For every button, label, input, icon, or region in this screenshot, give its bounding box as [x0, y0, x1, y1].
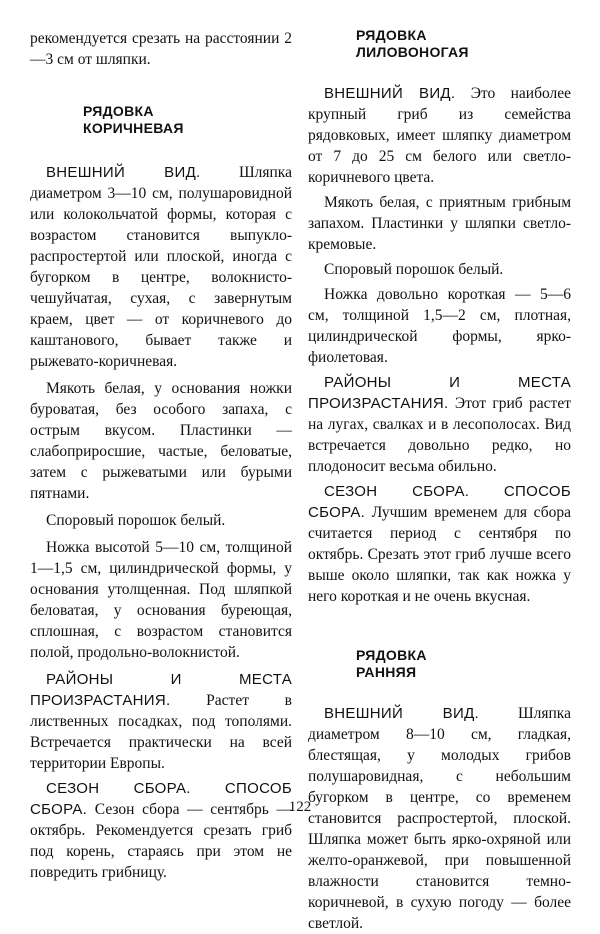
appearance-label: ВНЕШНИЙ ВИД.	[324, 705, 479, 722]
heading-line1: РЯДОВКА	[356, 647, 427, 663]
heading-line1: РЯДОВКА	[356, 27, 427, 43]
season-paragraph	[308, 481, 571, 607]
page-number: 122	[288, 799, 312, 815]
habitat-label: РАЙОНЫ И МЕСТА ПРОИЗРАСТАНИЯ.	[30, 671, 292, 709]
appearance-text: Шляпка диаметром 8—10 см, гладкая, блестящая, у молодых грибов полушаровидная, с небольшим бугорком в центре, со временем становится распростертой, плоской. Шляпка может быть ярко-охряной или желто-оранжевой, при повышенной влажности становится темно-коричневой, в сухую погоду — более светлой.	[308, 705, 571, 932]
heading-line2: РАННЯЯ	[356, 664, 417, 680]
appearance-text: Шляпка диаметром 3—10 см, полушаровидной или колокольчатой формы, которая с возрастом становится выпукло-распростертой или плоской, иногда с бугорком в центре, волокнисто-чешуйчатая, сухая, с завернутым краем, цвет — от коричневого до каштанового, бывает также и рыжевато-коричневая.	[30, 164, 292, 370]
season-text: Лучшим временем для сбора считается период с сентября по октябрь. Срезать этот гриб лучше всего выше около шляпки, так как ножка у него короткая и не очень вкусная.	[308, 504, 571, 605]
section-heading-purple-leg	[356, 27, 571, 61]
flesh-paragraph: Мякоть белая, у основания ножки буроватая, без особого запаха, с острым вкусом. Пластинки — слабоприросшие, частые, беловатые, затем с рыжеватыми или бурыми пятнами.	[30, 380, 292, 502]
stem-paragraph: Ножка довольно короткая — 5—6 см, толщиной 1,5—2 см, плотная, цилиндрической формы, ярко-фиолетовая.	[308, 286, 571, 366]
habitat-text: Растет в лиственных посадках, под тополями. Встречается практически на всей территории Европы.	[30, 692, 292, 772]
appearance-paragraph	[308, 83, 571, 188]
season-label: СЕЗОН СБОРА. СПОСОБ СБОРА.	[308, 483, 571, 521]
habitat-paragraph	[308, 372, 571, 477]
appearance-paragraph	[308, 703, 571, 934]
heading-line2: ЛИЛОВОНОГАЯ	[356, 44, 469, 60]
habitat-paragraph	[30, 669, 292, 774]
season-paragraph	[30, 778, 292, 883]
appearance-label: ВНЕШНИЙ ВИД.	[46, 164, 201, 181]
habitat-label: РАЙОНЫ И МЕСТА ПРОИЗРАСТАНИЯ.	[308, 374, 571, 412]
left-column	[30, 0, 292, 883]
heading-line2: КОРИЧНЕВАЯ	[83, 120, 184, 136]
intro-paragraph: рекомендуется срезать на расстоянии 2—3 см от шляпки.	[30, 30, 292, 68]
section-heading-early	[356, 647, 571, 681]
season-label: СЕЗОН СБОРА. СПОСОБ СБОРА.	[30, 780, 292, 818]
appearance-label: ВНЕШНИЙ ВИД.	[324, 85, 456, 102]
appearance-text: Это наиболее крупный гриб из семейства рядовковых, имеет шляпку диаметром от 7 до 25 см белого или светло-коричневого цвета.	[308, 85, 571, 186]
heading-line1: РЯДОВКА	[83, 103, 154, 119]
flesh-paragraph: Мякоть белая, с приятным грибным запахом. Пластинки у шляпки светло-кремовые.	[308, 194, 571, 253]
right-column	[308, 0, 571, 934]
habitat-text: Этот гриб растет на лугах, свалках и в лесополосах. Вид встречается довольно редко, но плодоносит весьма обильно.	[308, 395, 571, 475]
appearance-paragraph	[30, 162, 292, 372]
spore-paragraph: Споровый порошок белый.	[324, 261, 504, 278]
spore-paragraph: Споровый порошок белый.	[46, 512, 226, 529]
stem-paragraph: Ножка высотой 5—10 см, толщиной 1—1,5 см, цилиндрической формы, у основания утолщенная. Под шляпкой беловатая, у основания буреющая, сплошная, с возрастом становится полой, продольно-волокнистой.	[30, 539, 292, 661]
season-text: Сезон сбора — сентябрь — октябрь. Рекомендуется срезать гриб под корень, стараясь при этом не повредить грибницу.	[30, 801, 293, 881]
section-heading-brown	[83, 103, 292, 137]
